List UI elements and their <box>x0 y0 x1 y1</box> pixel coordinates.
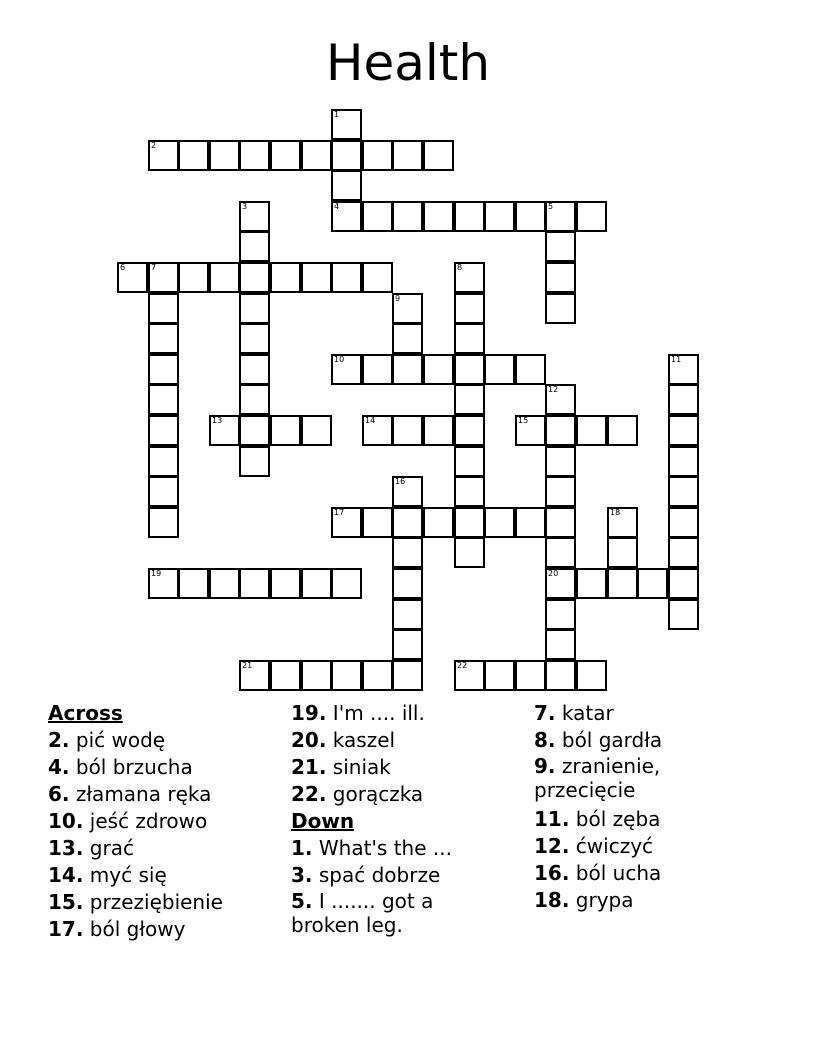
cell-number: 18 <box>610 508 621 517</box>
clue-number: 22. <box>291 782 327 806</box>
clue-across-14 <box>48 862 283 889</box>
grid-cell[interactable] <box>545 599 576 630</box>
grid-cell[interactable] <box>454 201 485 232</box>
cell-number: 16 <box>395 477 406 486</box>
grid-cell[interactable] <box>392 537 423 568</box>
cell-number: 1 <box>334 110 340 119</box>
grid-cell[interactable] <box>270 262 301 293</box>
grid-cell[interactable] <box>148 415 179 446</box>
clue-text: ból zęba <box>575 807 661 831</box>
clue-text: złamana ręka <box>75 782 212 806</box>
clue-text: katar <box>561 701 614 725</box>
grid-cell[interactable] <box>239 231 270 262</box>
grid-cell[interactable] <box>454 660 485 691</box>
clue-text: przeziębienie <box>89 890 223 914</box>
grid-cell[interactable] <box>362 507 393 538</box>
cell-number: 5 <box>548 202 554 211</box>
grid-cell[interactable] <box>545 384 576 415</box>
grid-cell[interactable] <box>392 323 423 354</box>
cell-number: 21 <box>242 661 253 670</box>
grid-cell[interactable] <box>148 446 179 477</box>
clue-down-16 <box>534 860 764 887</box>
cell-number: 3 <box>242 202 248 211</box>
grid-cell[interactable] <box>362 140 393 171</box>
cell-number: 4 <box>334 202 340 211</box>
grid-cell[interactable] <box>423 140 454 171</box>
grid-cell[interactable] <box>392 415 423 446</box>
grid-cell[interactable] <box>209 262 240 293</box>
grid-cell[interactable] <box>668 354 699 385</box>
grid-cell[interactable] <box>545 660 576 691</box>
grid-cell[interactable] <box>454 293 485 324</box>
grid-cell[interactable] <box>545 629 576 660</box>
cell-number: 17 <box>334 508 345 517</box>
grid-cell[interactable] <box>668 476 699 507</box>
grid-cell[interactable] <box>392 140 423 171</box>
grid-cell[interactable] <box>331 660 362 691</box>
clue-number: 11. <box>534 807 570 831</box>
grid-cell[interactable] <box>515 354 546 385</box>
grid-cell[interactable] <box>331 201 362 232</box>
clue-text: ból ucha <box>575 861 662 885</box>
grid-cell[interactable] <box>239 384 270 415</box>
grid-cell[interactable] <box>239 201 270 232</box>
grid-cell[interactable] <box>362 660 393 691</box>
grid-cell[interactable] <box>454 323 485 354</box>
clue-number: 13. <box>48 836 84 860</box>
clue-number: 14. <box>48 863 84 887</box>
grid-cell[interactable] <box>454 262 485 293</box>
grid-cell[interactable] <box>301 660 332 691</box>
grid-cell[interactable] <box>576 415 607 446</box>
clue-down-9 <box>534 754 684 806</box>
clue-down-12 <box>534 833 764 860</box>
grid-cell[interactable] <box>668 537 699 568</box>
grid-cell[interactable] <box>239 660 270 691</box>
grid-cell[interactable] <box>607 568 638 599</box>
clue-across-17 <box>48 916 283 943</box>
grid-cell[interactable] <box>454 415 485 446</box>
clue-column-1 <box>48 700 283 943</box>
grid-cell[interactable] <box>209 568 240 599</box>
clue-number: 18. <box>534 888 570 912</box>
grid-cell[interactable] <box>209 140 240 171</box>
grid-cell[interactable] <box>668 599 699 630</box>
clue-text: pić wodę <box>75 728 166 752</box>
grid-cell[interactable] <box>668 446 699 477</box>
grid-cell[interactable] <box>607 507 638 538</box>
clue-down-11 <box>534 806 764 833</box>
grid-cell[interactable] <box>454 384 485 415</box>
grid-cell[interactable] <box>331 109 362 140</box>
grid-cell[interactable] <box>454 537 485 568</box>
grid-cell[interactable] <box>270 415 301 446</box>
grid-cell[interactable] <box>515 660 546 691</box>
grid-cell[interactable] <box>392 354 423 385</box>
clue-text: What's the ... <box>318 836 452 860</box>
clue-down-5 <box>291 889 471 941</box>
grid-cell[interactable] <box>148 384 179 415</box>
clue-text: spać dobrze <box>318 863 441 887</box>
grid-cell[interactable] <box>331 170 362 201</box>
clue-across-13 <box>48 835 283 862</box>
grid-cell[interactable] <box>301 140 332 171</box>
grid-cell[interactable] <box>454 446 485 477</box>
clue-text: myć się <box>89 863 167 887</box>
grid-cell[interactable] <box>239 446 270 477</box>
clue-across-6 <box>48 781 283 808</box>
grid-cell[interactable] <box>239 293 270 324</box>
clue-down-18 <box>534 887 764 914</box>
grid-cell[interactable] <box>454 507 485 538</box>
grid-cell[interactable] <box>392 201 423 232</box>
clue-number: 15. <box>48 890 84 914</box>
grid-cell[interactable] <box>392 629 423 660</box>
grid-cell[interactable] <box>331 354 362 385</box>
grid-cell[interactable] <box>545 415 576 446</box>
clue-across-21 <box>291 754 516 781</box>
cell-number: 19 <box>151 569 162 578</box>
cell-number: 22 <box>457 661 468 670</box>
clue-column-2 <box>291 700 516 941</box>
grid-cell[interactable] <box>668 415 699 446</box>
grid-cell[interactable] <box>148 568 179 599</box>
grid-cell[interactable] <box>178 568 209 599</box>
clue-text: ból gardła <box>561 728 663 752</box>
clue-number: 2. <box>48 728 70 752</box>
grid-cell[interactable] <box>545 293 576 324</box>
clue-number: 3. <box>291 863 313 887</box>
clue-text: zranienie, przecięcie <box>534 754 661 802</box>
clue-number: 1. <box>291 836 313 860</box>
clue-number: 10. <box>48 809 84 833</box>
clue-down-8 <box>534 727 764 754</box>
clue-text: ból głowy <box>89 917 186 941</box>
clue-number: 4. <box>48 755 70 779</box>
cell-number: 6 <box>120 263 126 272</box>
clue-text: jeść zdrowo <box>89 809 208 833</box>
grid-cell[interactable] <box>148 293 179 324</box>
grid-cell[interactable] <box>607 537 638 568</box>
grid-cell[interactable] <box>148 140 179 171</box>
clue-number: 17. <box>48 917 84 941</box>
cell-number: 14 <box>365 416 376 425</box>
down-heading: Down <box>291 809 355 833</box>
cell-number: 12 <box>548 385 559 394</box>
cell-number: 9 <box>395 294 401 303</box>
clue-text: kaszel <box>332 728 396 752</box>
grid-cell[interactable] <box>668 507 699 538</box>
clue-number: 21. <box>291 755 327 779</box>
clue-number: 6. <box>48 782 70 806</box>
grid-cell[interactable] <box>270 568 301 599</box>
grid-cell[interactable] <box>576 568 607 599</box>
grid-cell[interactable] <box>301 262 332 293</box>
clue-down-7 <box>534 700 764 727</box>
grid-cell[interactable] <box>178 262 209 293</box>
grid-cell[interactable] <box>362 415 393 446</box>
grid-cell[interactable] <box>576 660 607 691</box>
grid-cell[interactable] <box>362 262 393 293</box>
across-heading: Across <box>48 701 123 725</box>
cell-number: 15 <box>518 416 529 425</box>
grid-cell[interactable] <box>392 568 423 599</box>
clue-text: grypa <box>575 888 634 912</box>
grid-cell[interactable] <box>607 415 638 446</box>
clue-text: I'm .... ill. <box>332 701 425 725</box>
grid-cell[interactable] <box>301 415 332 446</box>
clue-text: ćwiczyć <box>575 834 654 858</box>
grid-cell[interactable] <box>484 201 515 232</box>
clue-text: I ....... got a broken leg. <box>291 889 434 937</box>
grid-cell[interactable] <box>545 446 576 477</box>
clue-across-20 <box>291 727 516 754</box>
clue-text: grać <box>89 836 134 860</box>
grid-cell[interactable] <box>239 415 270 446</box>
grid-cell[interactable] <box>515 507 546 538</box>
grid-cell[interactable] <box>117 262 148 293</box>
clue-number: 8. <box>534 728 556 752</box>
grid-cell[interactable] <box>423 507 454 538</box>
puzzle-title: Health <box>325 34 491 92</box>
grid-cell[interactable] <box>331 568 362 599</box>
grid-cell[interactable] <box>148 476 179 507</box>
grid-cell[interactable] <box>392 660 423 691</box>
grid-cell[interactable] <box>545 231 576 262</box>
grid-cell[interactable] <box>545 507 576 538</box>
grid-cell[interactable] <box>484 507 515 538</box>
grid-cell[interactable] <box>392 507 423 538</box>
grid-cell[interactable] <box>484 660 515 691</box>
clue-number: 7. <box>534 701 556 725</box>
grid-cell[interactable] <box>454 476 485 507</box>
grid-cell[interactable] <box>239 323 270 354</box>
clue-across-10 <box>48 808 283 835</box>
clue-number: 16. <box>534 861 570 885</box>
grid-cell[interactable] <box>392 476 423 507</box>
grid-cell[interactable] <box>515 201 546 232</box>
cell-number: 7 <box>151 263 157 272</box>
clue-across-4 <box>48 754 283 781</box>
grid-cell[interactable] <box>576 201 607 232</box>
grid-cell[interactable] <box>239 262 270 293</box>
cell-number: 13 <box>212 416 223 425</box>
clue-number: 20. <box>291 728 327 752</box>
grid-cell[interactable] <box>331 262 362 293</box>
grid-cell[interactable] <box>239 354 270 385</box>
grid-cell[interactable] <box>209 415 240 446</box>
cell-number: 20 <box>548 569 559 578</box>
clue-number: 5. <box>291 889 313 913</box>
grid-cell[interactable] <box>331 507 362 538</box>
clue-across-22 <box>291 781 516 808</box>
grid-cell[interactable] <box>545 537 576 568</box>
clue-number: 12. <box>534 834 570 858</box>
cell-number: 10 <box>334 355 345 364</box>
grid-cell[interactable] <box>178 140 209 171</box>
cell-number: 11 <box>671 355 682 364</box>
grid-cell[interactable] <box>515 415 546 446</box>
cell-number: 2 <box>151 141 157 150</box>
grid-cell[interactable] <box>148 323 179 354</box>
grid-cell[interactable] <box>668 568 699 599</box>
grid-cell[interactable] <box>148 354 179 385</box>
grid-cell[interactable] <box>270 660 301 691</box>
grid-cell[interactable] <box>362 354 393 385</box>
grid-cell[interactable] <box>148 262 179 293</box>
grid-cell[interactable] <box>239 568 270 599</box>
clue-number: 9. <box>534 754 556 778</box>
clue-across-15 <box>48 889 283 916</box>
grid-cell[interactable] <box>545 568 576 599</box>
cell-number: 8 <box>457 263 463 272</box>
grid-cell[interactable] <box>423 415 454 446</box>
clue-text: gorączka <box>332 782 424 806</box>
grid-cell[interactable] <box>423 354 454 385</box>
clue-number: 19. <box>291 701 327 725</box>
grid-cell[interactable] <box>331 140 362 171</box>
grid-cell[interactable] <box>637 568 668 599</box>
clue-text: siniak <box>332 755 391 779</box>
clue-column-3 <box>534 700 764 914</box>
grid-cell[interactable] <box>148 507 179 538</box>
grid-cell[interactable] <box>392 599 423 630</box>
grid-cell[interactable] <box>239 140 270 171</box>
clue-across-2 <box>48 727 283 754</box>
clue-across-19 <box>291 700 516 727</box>
grid-cell[interactable] <box>545 201 576 232</box>
grid-cell[interactable] <box>545 262 576 293</box>
grid-cell[interactable] <box>270 140 301 171</box>
clue-down-3 <box>291 862 516 889</box>
grid-cell[interactable] <box>362 201 393 232</box>
grid-cell[interactable] <box>454 354 485 385</box>
clue-text: ból brzucha <box>75 755 193 779</box>
grid-cell[interactable] <box>668 384 699 415</box>
grid-cell[interactable] <box>301 568 332 599</box>
grid-cell[interactable] <box>484 354 515 385</box>
clue-down-1 <box>291 835 516 862</box>
grid-cell[interactable] <box>423 201 454 232</box>
grid-cell[interactable] <box>545 476 576 507</box>
grid-cell[interactable] <box>392 293 423 324</box>
